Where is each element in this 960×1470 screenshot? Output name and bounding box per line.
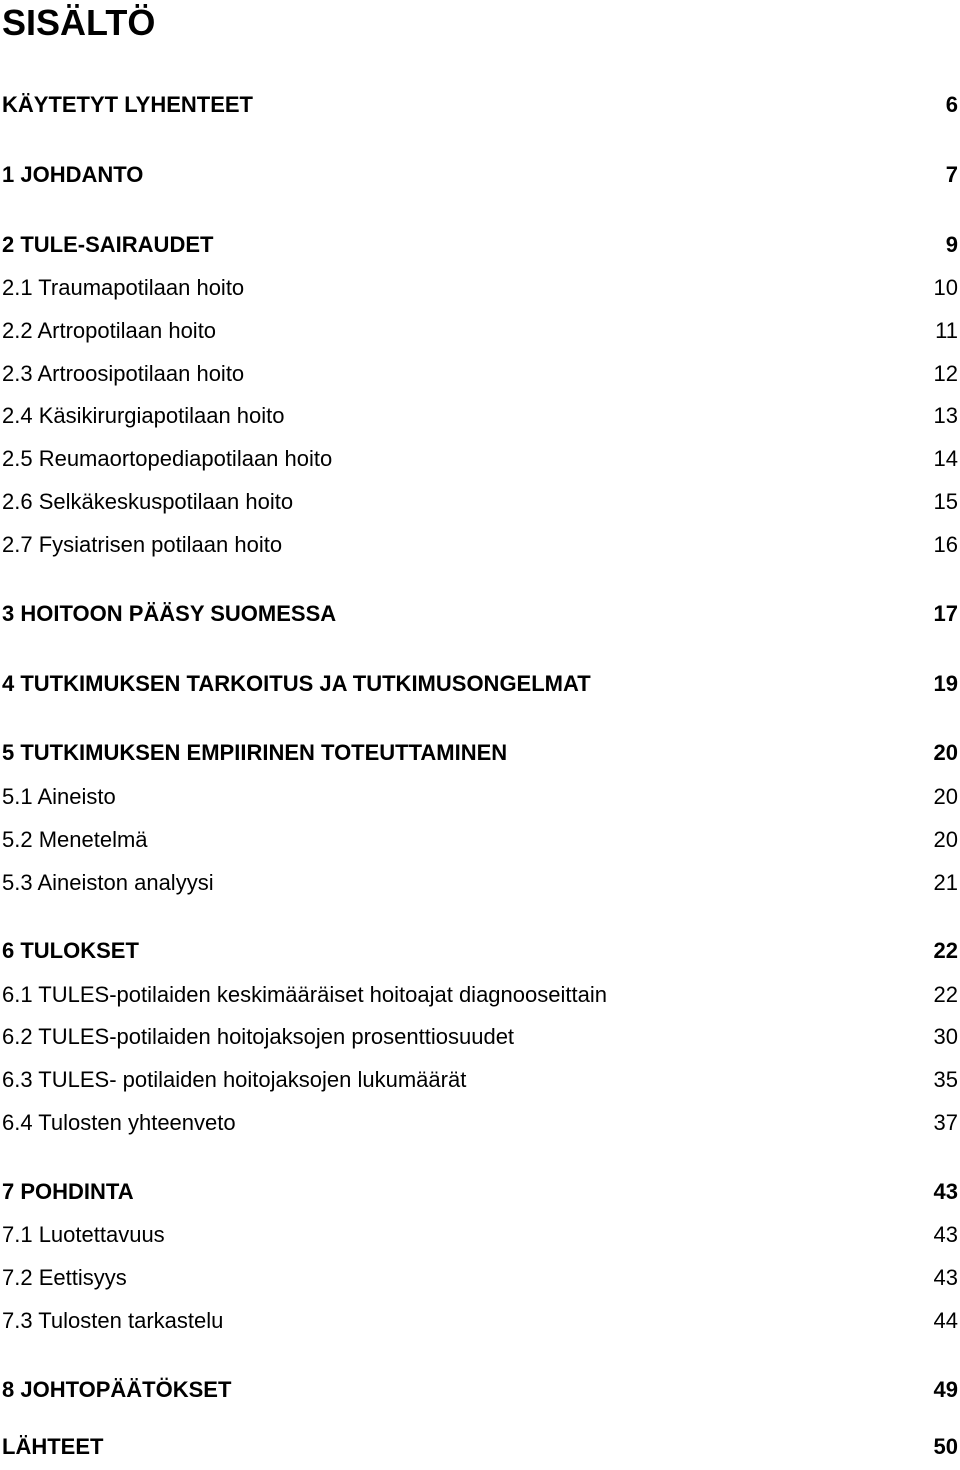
- toc-entry-label: 7.1 Luotettavuus: [2, 1222, 165, 1247]
- toc-subentry[interactable]: [2, 273, 958, 303]
- toc-entry-label: 7.3 Tulosten tarkastelu: [2, 1308, 224, 1333]
- toc-entry-label: 6 TULOKSET: [2, 938, 139, 963]
- toc-subentry[interactable]: [2, 868, 958, 898]
- toc-entry-page: 11: [935, 318, 958, 343]
- toc-entry-label: 2.7 Fysiatrisen potilaan hoito: [2, 532, 283, 557]
- toc-subentry[interactable]: [2, 1263, 958, 1293]
- toc-subentry[interactable]: [2, 487, 958, 517]
- toc-entry-label: 2.5 Reumaortopediapotilaan hoito: [2, 446, 333, 471]
- toc-subentry[interactable]: [2, 401, 958, 431]
- toc-entry-label: 4 TUTKIMUKSEN TARKOITUS JA TUTKIMUSONGELMAT: [2, 671, 591, 696]
- toc-entry-label: 2.6 Selkäkeskuspotilaan hoito: [2, 489, 294, 514]
- toc-entry-label: 7.2 Eettisyys: [2, 1265, 127, 1290]
- toc-entry-page: 16: [933, 532, 958, 557]
- toc-entry-page: 9: [945, 232, 958, 257]
- toc-entry-label: 5.1 Aineisto: [2, 784, 116, 809]
- toc-entry-page: 15: [933, 489, 958, 514]
- toc-subentry[interactable]: [2, 782, 958, 812]
- toc-entry-label: 2.3 Artroosipotilaan hoito: [2, 361, 245, 386]
- toc-entry[interactable]: [2, 160, 958, 190]
- toc-entry-label: 6.3 TULES- potilaiden hoitojaksojen lukumäärät: [2, 1067, 467, 1092]
- toc-entry-page: 6: [945, 92, 958, 117]
- toc-entry[interactable]: [2, 230, 958, 260]
- toc-entry-label: 6.2 TULES-potilaiden hoitojaksojen prosenttiosuudet: [2, 1024, 515, 1049]
- toc-entry-page: 13: [933, 403, 958, 428]
- toc-entry-page: 7: [945, 162, 958, 187]
- toc-entry[interactable]: [2, 1177, 958, 1207]
- toc-subentry[interactable]: [2, 1022, 958, 1052]
- toc-entry-page: 37: [933, 1110, 958, 1135]
- toc-entry-page: 43: [933, 1265, 958, 1290]
- toc-entry-label: 6.1 TULES-potilaiden keskimääräiset hoitoajat diagnooseittain: [2, 982, 607, 1007]
- toc-entry-label: 2 TULE-SAIRAUDET: [2, 232, 214, 257]
- toc-entry[interactable]: [2, 936, 958, 966]
- toc-entry-page: 22: [933, 938, 958, 963]
- toc-entry-label: 8 JOHTOPÄÄTÖKSET: [2, 1377, 232, 1402]
- toc-entry-label: 1 JOHDANTO: [2, 162, 144, 187]
- toc-entry-page: 19: [933, 671, 958, 696]
- toc-entry-label: KÄYTETYT LYHENTEET: [2, 92, 253, 117]
- toc-entry-page: 49: [933, 1377, 958, 1402]
- toc-entry-page: 12: [933, 361, 958, 386]
- toc-entry-label: 2.2 Artropotilaan hoito: [2, 318, 217, 343]
- toc-entry-page: 44: [933, 1308, 958, 1333]
- toc-subentry[interactable]: [2, 530, 958, 560]
- toc-subentry[interactable]: [2, 1220, 958, 1250]
- toc-subentry[interactable]: [2, 316, 958, 346]
- toc-entry-page: 22: [933, 982, 958, 1007]
- toc-entry-page: 43: [933, 1222, 958, 1247]
- toc-entry-page: 43: [933, 1179, 958, 1204]
- toc-entry-label: LÄHTEET: [2, 1434, 104, 1459]
- toc-entry-label: 2.4 Käsikirurgiapotilaan hoito: [2, 403, 285, 428]
- toc-entry-page: 21: [933, 870, 958, 895]
- toc-subentry[interactable]: [2, 825, 958, 855]
- toc-entry-label: 5.2 Menetelmä: [2, 827, 148, 852]
- toc-entry-page: 20: [933, 784, 958, 809]
- toc-entry-page: 30: [933, 1024, 958, 1049]
- toc-entry-label: 2.1 Traumapotilaan hoito: [2, 275, 245, 300]
- toc-entry[interactable]: [2, 599, 958, 629]
- toc-entry[interactable]: [2, 1375, 958, 1405]
- toc-entry-page: 35: [933, 1067, 958, 1092]
- toc-entry[interactable]: [2, 669, 958, 699]
- toc-entry-page: 20: [933, 827, 958, 852]
- toc-entry[interactable]: [2, 738, 958, 768]
- toc-entry-label: 5 TUTKIMUKSEN EMPIIRINEN TOTEUTTAMINEN: [2, 740, 508, 765]
- toc-subentry[interactable]: [2, 980, 958, 1010]
- toc-entry[interactable]: [2, 90, 958, 120]
- toc-subentry[interactable]: [2, 444, 958, 474]
- toc-entry-label: 3 HOITOON PÄÄSY SUOMESSA: [2, 601, 337, 626]
- toc-entry-label: 7 POHDINTA: [2, 1179, 134, 1204]
- toc-entry-page: 20: [933, 740, 958, 765]
- toc-entry-page: 17: [933, 601, 958, 626]
- toc-entry-page: 10: [933, 275, 958, 300]
- toc-entry-label: 5.3 Aineiston analyysi: [2, 870, 214, 895]
- toc-subentry[interactable]: [2, 359, 958, 389]
- toc-subentry[interactable]: [2, 1065, 958, 1095]
- toc-subentry[interactable]: [2, 1306, 958, 1336]
- toc-subentry[interactable]: [2, 1108, 958, 1138]
- page-title: SISÄLTÖ: [2, 2, 156, 43]
- toc-entry-label: 6.4 Tulosten yhteenveto: [2, 1110, 236, 1135]
- toc-entry-page: 50: [933, 1434, 958, 1459]
- toc-entry[interactable]: [2, 1432, 958, 1462]
- toc-entry-page: 14: [933, 446, 958, 471]
